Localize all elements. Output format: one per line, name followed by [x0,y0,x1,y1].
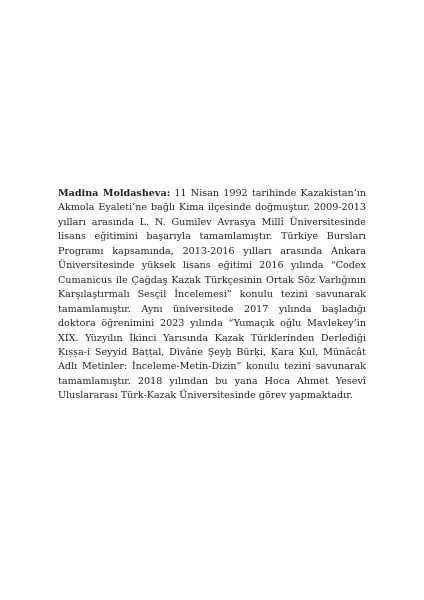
author-biography [58,187,366,404]
biography-text: 11 Nisan 1992 tarihinde Kazakistan’ın Akmola Eyaleti’ne bağlı Kima ilçesinde doğmuştur. 2009-2013 yılları arasında L. N. Gumilev Avrasya Millî Üniversitesinde lisans eğitimini başarıyla tamamlamıştır. Türkiye Bursları Programı kapsamında, 2013-2016 yılları arasında Ankara Üniversitesinde yüksek lisans eğitimi 2016 yılında “Codex Cumanicus ile Çağdaş Kazak Türkçesinin Ortak Söz Varlığının Karşılaştırmalı Sesçil İncelemesi” konulu tezini savunarak tamamlamıştır. Aynı üniversitede 2017 yılında başladığı doktora öğrenimini 2023 yılında “Yumaçık oğlu Mavlekey’in XIX. Yüzyılın İkinci Yarısında Kazak Türklerinden Derlediği Ḳıṣṣa-i Seyyid Baṭṭal, Divâne Şeyḫ Bürḳi, Ḳara Ḳul, Münâcât Adlı Metinler: İnceleme-Metin-Dizin” konulu tezini savunarak tamamlamıştır. 2018 yılından bu yana Hoca Ahmet Yesevî Uluslararası Türk-Kazak Üniversitesinde görev yapmaktadır. [58,188,366,402]
author-name: Madina Moldasheva: [58,188,171,199]
